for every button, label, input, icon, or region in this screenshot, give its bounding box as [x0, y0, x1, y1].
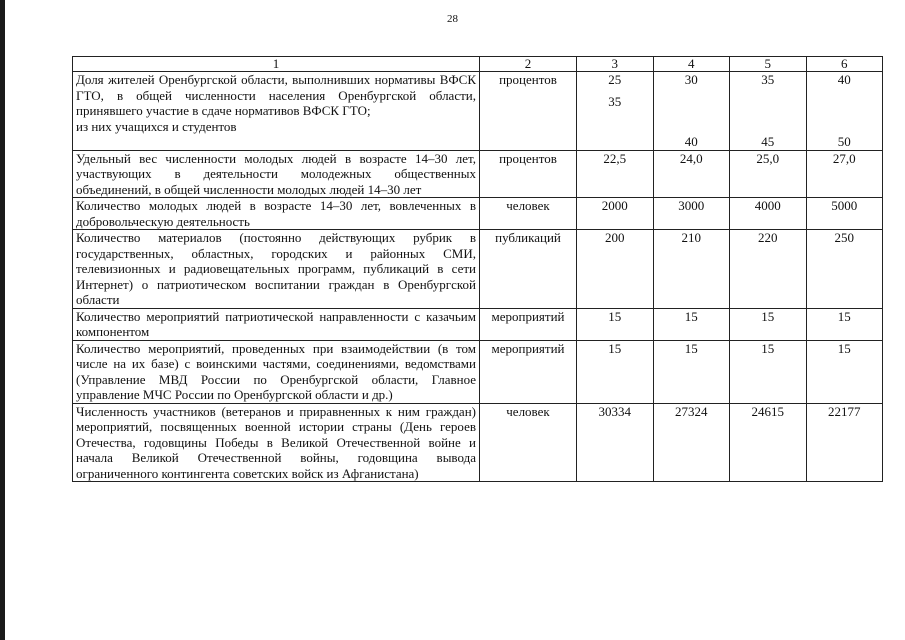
table-row: [73, 308, 883, 340]
table-row: [73, 340, 883, 403]
value-cell: 15: [806, 340, 883, 403]
unit-cell: мероприятий: [480, 340, 577, 403]
indicator-name: Количество материалов (постоянно действующих рубрик в государственных, областных, городских и районных СМИ, телевизионных и радиовещательных программ, публикаций в сети Интернет) о патриотическом воспитании граждан в Оренбургской области: [73, 230, 480, 309]
value-main: 35: [761, 72, 775, 87]
table-row: [73, 72, 883, 151]
value-cell: 22,5: [577, 150, 654, 198]
unit-cell: публикаций: [480, 230, 577, 309]
value-cell: 250: [806, 230, 883, 309]
value-main: 40: [837, 72, 851, 87]
value-cell: 5000: [806, 198, 883, 230]
table-row: [73, 150, 883, 198]
value-sub: 50: [837, 134, 851, 149]
value-cell: 220: [730, 230, 807, 309]
header-cell-2: 2: [480, 57, 577, 72]
table-row: [73, 403, 883, 482]
value-cell: [653, 72, 730, 151]
indicator-name: Количество молодых людей в возрасте 14–30 лет, вовлеченных в добровольческую деятельность: [73, 198, 480, 230]
value-sub: 45: [761, 134, 775, 149]
value-cell: 27,0: [806, 150, 883, 198]
value-cell: [577, 72, 654, 151]
value-cell: 25,0: [730, 150, 807, 198]
value-cell: 24615: [730, 403, 807, 482]
unit-cell: процентов: [480, 150, 577, 198]
value-sub: 40: [684, 134, 698, 149]
value-cell: [730, 72, 807, 151]
scan-left-edge: [0, 0, 5, 640]
value-cell: 200: [577, 230, 654, 309]
indicator-name: Количество мероприятий, проведенных при взаимодействии (в том числе на их базе) с воинскими частями, соединениями, ведомствами (Управление МВД России по Оренбургской области, Главное управление МЧС России по Оренбургской области и др.): [73, 340, 480, 403]
value-cell: 4000: [730, 198, 807, 230]
value-main: 30: [684, 72, 698, 87]
value-cell: 15: [653, 308, 730, 340]
value-cell: [806, 72, 883, 151]
table-row: [73, 198, 883, 230]
header-cell-5: 5: [730, 57, 807, 72]
unit-cell: процентов: [480, 72, 577, 151]
header-cell-1: 1: [73, 57, 480, 72]
value-cell: 15: [653, 340, 730, 403]
value-cell: 15: [730, 340, 807, 403]
value-main: 25: [608, 72, 622, 87]
indicator-name: Количество мероприятий патриотической направленности с казачьим компонентом: [73, 308, 480, 340]
header-cell-4: 4: [653, 57, 730, 72]
indicator-name: Удельный вес численности молодых людей в возрасте 14–30 лет, участвующих в деятельности молодежных общественных объединений, в общей численности молодых людей 14–30 лет: [73, 150, 480, 198]
unit-cell: человек: [480, 403, 577, 482]
page-number: 28: [447, 13, 458, 25]
indicator-name-cell: [73, 72, 480, 151]
header-cell-6: 6: [806, 57, 883, 72]
value-cell: 3000: [653, 198, 730, 230]
value-cell: 15: [577, 308, 654, 340]
indicator-name: Доля жителей Оренбургской области, выполнивших нормативы ВФСК ГТО, в общей численности населения Оренбургской области, принявшего участие в сдаче нормативов ВФСК ГТО;: [76, 72, 476, 118]
indicators-table: [72, 56, 883, 482]
table-row: [73, 230, 883, 309]
unit-cell: человек: [480, 198, 577, 230]
unit-cell: мероприятий: [480, 308, 577, 340]
table-header-row: [73, 57, 883, 72]
indicator-name: Численность участников (ветеранов и приравненных к ним граждан) мероприятий, посвященных военной истории страны (День героев Отечества, годовщины Победы в Великой Отечественной войне и начала Великой Отечественной войны, годовщина вывода ограниченного контингента советских войск из Афганистана): [73, 403, 480, 482]
value-sub: 35: [608, 93, 622, 109]
value-cell: 27324: [653, 403, 730, 482]
header-cell-3: 3: [577, 57, 654, 72]
value-cell: 22177: [806, 403, 883, 482]
value-cell: 15: [730, 308, 807, 340]
indicator-sub-name: из них учащихся и студентов: [76, 118, 237, 134]
value-cell: 2000: [577, 198, 654, 230]
value-cell: 30334: [577, 403, 654, 482]
value-cell: 24,0: [653, 150, 730, 198]
value-cell: 15: [577, 340, 654, 403]
value-cell: 15: [806, 308, 883, 340]
value-cell: 210: [653, 230, 730, 309]
